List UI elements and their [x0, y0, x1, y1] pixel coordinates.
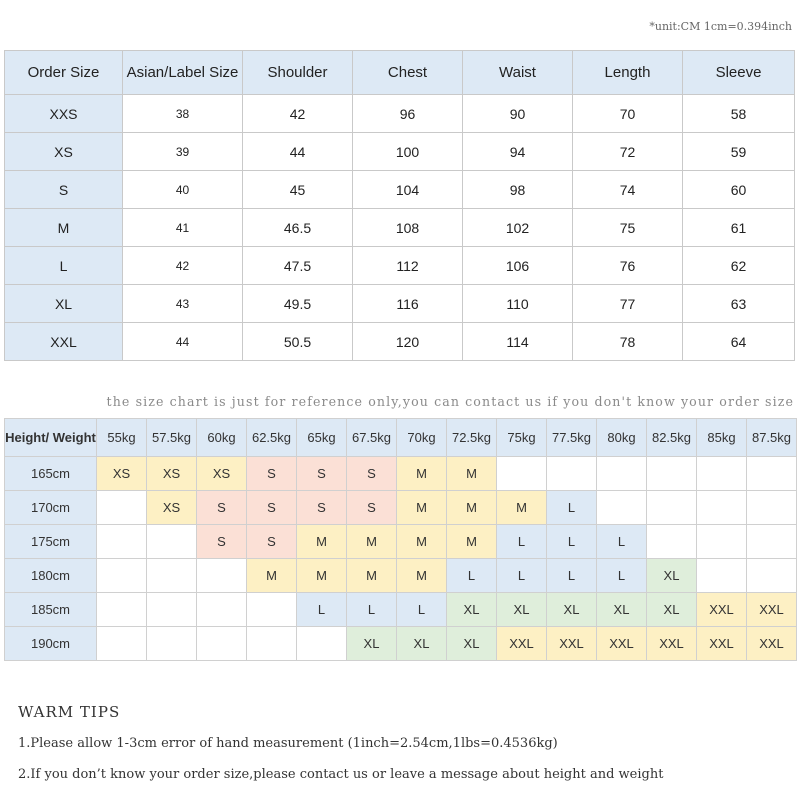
size-table-cell: 108: [353, 209, 463, 247]
size-recommendation-cell: S: [347, 491, 397, 525]
size-table-row: [5, 133, 795, 171]
hw-table-row: [5, 491, 797, 525]
height-label-cell: 165cm: [5, 457, 97, 491]
size-table-cell: 42: [123, 247, 243, 285]
size-recommendation-cell: XXL: [597, 627, 647, 661]
size-table-cell: 59: [683, 133, 795, 171]
size-table-row: [5, 171, 795, 209]
size-recommendation-cell: M: [347, 525, 397, 559]
empty-cell: [197, 559, 247, 593]
weight-header-cell: 70kg: [397, 419, 447, 457]
empty-cell: [697, 457, 747, 491]
warm-tip-1: 1.Please allow 1-3cm error of hand measurement (1inch=2.54cm,1lbs=0.4536kg): [18, 736, 558, 751]
size-recommendation-cell: S: [347, 457, 397, 491]
size-recommendation-cell: XL: [547, 593, 597, 627]
empty-cell: [197, 627, 247, 661]
empty-cell: [647, 525, 697, 559]
size-recommendation-cell: M: [397, 559, 447, 593]
empty-cell: [97, 593, 147, 627]
hw-table-row: [5, 593, 797, 627]
size-table-row: [5, 247, 795, 285]
size-table-row: [5, 323, 795, 361]
size-table-header-cell: Asian/Label Size: [123, 51, 243, 95]
size-table-row: [5, 95, 795, 133]
size-recommendation-cell: XL: [497, 593, 547, 627]
empty-cell: [97, 525, 147, 559]
size-recommendation-cell: XS: [147, 491, 197, 525]
size-recommendation-cell: XL: [447, 627, 497, 661]
size-recommendation-cell: XL: [447, 593, 497, 627]
size-recommendation-cell: S: [247, 457, 297, 491]
size-recommendation-cell: XXL: [697, 627, 747, 661]
empty-cell: [97, 491, 147, 525]
size-recommendation-cell: L: [397, 593, 447, 627]
size-table-cell: 98: [463, 171, 573, 209]
size-table-cell: 75: [573, 209, 683, 247]
size-table-cell: 40: [123, 171, 243, 209]
empty-cell: [747, 457, 797, 491]
size-recommendation-cell: XXL: [747, 593, 797, 627]
empty-cell: [747, 525, 797, 559]
size-recommendation-cell: XS: [197, 457, 247, 491]
size-recommendation-cell: XL: [397, 627, 447, 661]
empty-cell: [547, 457, 597, 491]
size-recommendation-cell: L: [547, 559, 597, 593]
size-recommendation-cell: S: [197, 491, 247, 525]
size-table-cell: 102: [463, 209, 573, 247]
size-recommendation-cell: XXL: [697, 593, 747, 627]
empty-cell: [697, 559, 747, 593]
size-table-cell: 45: [243, 171, 353, 209]
size-table-cell: 49.5: [243, 285, 353, 323]
empty-cell: [647, 491, 697, 525]
size-table-cell: 44: [123, 323, 243, 361]
empty-cell: [147, 593, 197, 627]
size-recommendation-cell: L: [447, 559, 497, 593]
size-recommendation-cell: L: [547, 525, 597, 559]
size-table-cell: 90: [463, 95, 573, 133]
size-table-row: [5, 209, 795, 247]
size-recommendation-cell: XS: [147, 457, 197, 491]
size-table-cell: 62: [683, 247, 795, 285]
size-recommendation-cell: M: [297, 525, 347, 559]
size-table-cell: 39: [123, 133, 243, 171]
size-table-cell: 106: [463, 247, 573, 285]
empty-cell: [697, 525, 747, 559]
size-recommendation-cell: XXL: [747, 627, 797, 661]
order-size-cell: S: [5, 171, 123, 209]
size-recommendation-cell: M: [247, 559, 297, 593]
empty-cell: [747, 559, 797, 593]
weight-header-cell: 60kg: [197, 419, 247, 457]
empty-cell: [247, 627, 297, 661]
size-table-cell: 112: [353, 247, 463, 285]
empty-cell: [97, 559, 147, 593]
size-table-cell: 70: [573, 95, 683, 133]
hw-corner-label: Height/ Weight: [5, 419, 97, 457]
size-table-cell: 96: [353, 95, 463, 133]
size-recommendation-cell: L: [347, 593, 397, 627]
size-recommendation-cell: XXL: [547, 627, 597, 661]
empty-cell: [697, 491, 747, 525]
size-table-row: [5, 285, 795, 323]
height-label-cell: 175cm: [5, 525, 97, 559]
empty-cell: [247, 593, 297, 627]
hw-table-row: [5, 525, 797, 559]
weight-header-cell: 62.5kg: [247, 419, 297, 457]
size-table-cell: 94: [463, 133, 573, 171]
weight-header-cell: 77.5kg: [547, 419, 597, 457]
order-size-cell: XXS: [5, 95, 123, 133]
hw-table-header-row: [5, 419, 797, 457]
weight-header-cell: 72.5kg: [447, 419, 497, 457]
size-table-header-cell: Sleeve: [683, 51, 795, 95]
size-table-cell: 46.5: [243, 209, 353, 247]
size-recommendation-cell: S: [247, 525, 297, 559]
empty-cell: [197, 593, 247, 627]
weight-header-cell: 87.5kg: [747, 419, 797, 457]
size-table-cell: 47.5: [243, 247, 353, 285]
weight-header-cell: 85kg: [697, 419, 747, 457]
empty-cell: [297, 627, 347, 661]
size-table-cell: 63: [683, 285, 795, 323]
size-recommendation-cell: M: [497, 491, 547, 525]
size-recommendation-cell: S: [197, 525, 247, 559]
size-table-cell: 50.5: [243, 323, 353, 361]
size-table-header-row: [5, 51, 795, 95]
size-table-cell: 116: [353, 285, 463, 323]
warm-tips-title: WARM TIPS: [18, 703, 121, 721]
weight-header-cell: 65kg: [297, 419, 347, 457]
order-size-cell: M: [5, 209, 123, 247]
size-table-cell: 38: [123, 95, 243, 133]
size-table-cell: 43: [123, 285, 243, 323]
size-recommendation-cell: L: [497, 525, 547, 559]
size-table-cell: 58: [683, 95, 795, 133]
hw-table-row: [5, 559, 797, 593]
warm-tip-2: 2.If you don’t know your order size,please contact us or leave a message about height and weight: [18, 767, 664, 782]
size-recommendation-cell: XL: [597, 593, 647, 627]
hw-table-row: [5, 627, 797, 661]
size-recommendation-cell: M: [447, 457, 497, 491]
size-recommendation-cell: L: [297, 593, 347, 627]
size-table-cell: 77: [573, 285, 683, 323]
size-table-cell: 42: [243, 95, 353, 133]
size-recommendation-cell: L: [597, 559, 647, 593]
size-table-cell: 41: [123, 209, 243, 247]
height-weight-table: [4, 418, 797, 661]
size-table-cell: 60: [683, 171, 795, 209]
size-recommendation-cell: M: [447, 491, 497, 525]
size-table-cell: 110: [463, 285, 573, 323]
empty-cell: [647, 457, 697, 491]
size-table-cell: 114: [463, 323, 573, 361]
size-table-header-cell: Shoulder: [243, 51, 353, 95]
size-recommendation-cell: XL: [647, 559, 697, 593]
size-table-cell: 61: [683, 209, 795, 247]
height-label-cell: 180cm: [5, 559, 97, 593]
weight-header-cell: 82.5kg: [647, 419, 697, 457]
size-recommendation-cell: M: [397, 491, 447, 525]
reference-note: the size chart is just for reference only,you can contact us if you don't know your order size: [106, 394, 794, 409]
size-table-cell: 76: [573, 247, 683, 285]
weight-header-cell: 67.5kg: [347, 419, 397, 457]
order-size-cell: L: [5, 247, 123, 285]
size-recommendation-cell: L: [547, 491, 597, 525]
size-chart-table: [4, 50, 795, 361]
weight-header-cell: 75kg: [497, 419, 547, 457]
size-table-cell: 72: [573, 133, 683, 171]
empty-cell: [747, 491, 797, 525]
size-recommendation-cell: L: [497, 559, 547, 593]
size-recommendation-cell: L: [597, 525, 647, 559]
size-recommendation-cell: M: [297, 559, 347, 593]
order-size-cell: XL: [5, 285, 123, 323]
size-table-cell: 78: [573, 323, 683, 361]
size-recommendation-cell: XL: [347, 627, 397, 661]
size-recommendation-cell: M: [397, 457, 447, 491]
weight-header-cell: 57.5kg: [147, 419, 197, 457]
unit-note: *unit:CM 1cm=0.394inch: [649, 20, 792, 33]
hw-table-row: [5, 457, 797, 491]
empty-cell: [497, 457, 547, 491]
size-table-header-cell: Order Size: [5, 51, 123, 95]
size-table-header-cell: Length: [573, 51, 683, 95]
empty-cell: [147, 525, 197, 559]
empty-cell: [597, 491, 647, 525]
size-recommendation-cell: M: [447, 525, 497, 559]
size-recommendation-cell: S: [297, 491, 347, 525]
size-recommendation-cell: XXL: [497, 627, 547, 661]
order-size-cell: XXL: [5, 323, 123, 361]
size-table-cell: 104: [353, 171, 463, 209]
height-label-cell: 170cm: [5, 491, 97, 525]
empty-cell: [147, 627, 197, 661]
empty-cell: [147, 559, 197, 593]
size-recommendation-cell: S: [297, 457, 347, 491]
size-table-cell: 100: [353, 133, 463, 171]
size-table-cell: 44: [243, 133, 353, 171]
size-recommendation-cell: M: [397, 525, 447, 559]
size-table-cell: 64: [683, 323, 795, 361]
order-size-cell: XS: [5, 133, 123, 171]
size-table-cell: 120: [353, 323, 463, 361]
empty-cell: [597, 457, 647, 491]
size-table-header-cell: Waist: [463, 51, 573, 95]
weight-header-cell: 80kg: [597, 419, 647, 457]
size-recommendation-cell: M: [347, 559, 397, 593]
size-recommendation-cell: S: [247, 491, 297, 525]
size-table-header-cell: Chest: [353, 51, 463, 95]
height-label-cell: 185cm: [5, 593, 97, 627]
size-table-cell: 74: [573, 171, 683, 209]
size-recommendation-cell: XXL: [647, 627, 697, 661]
size-recommendation-cell: XL: [647, 593, 697, 627]
size-recommendation-cell: XS: [97, 457, 147, 491]
empty-cell: [97, 627, 147, 661]
weight-header-cell: 55kg: [97, 419, 147, 457]
height-label-cell: 190cm: [5, 627, 97, 661]
